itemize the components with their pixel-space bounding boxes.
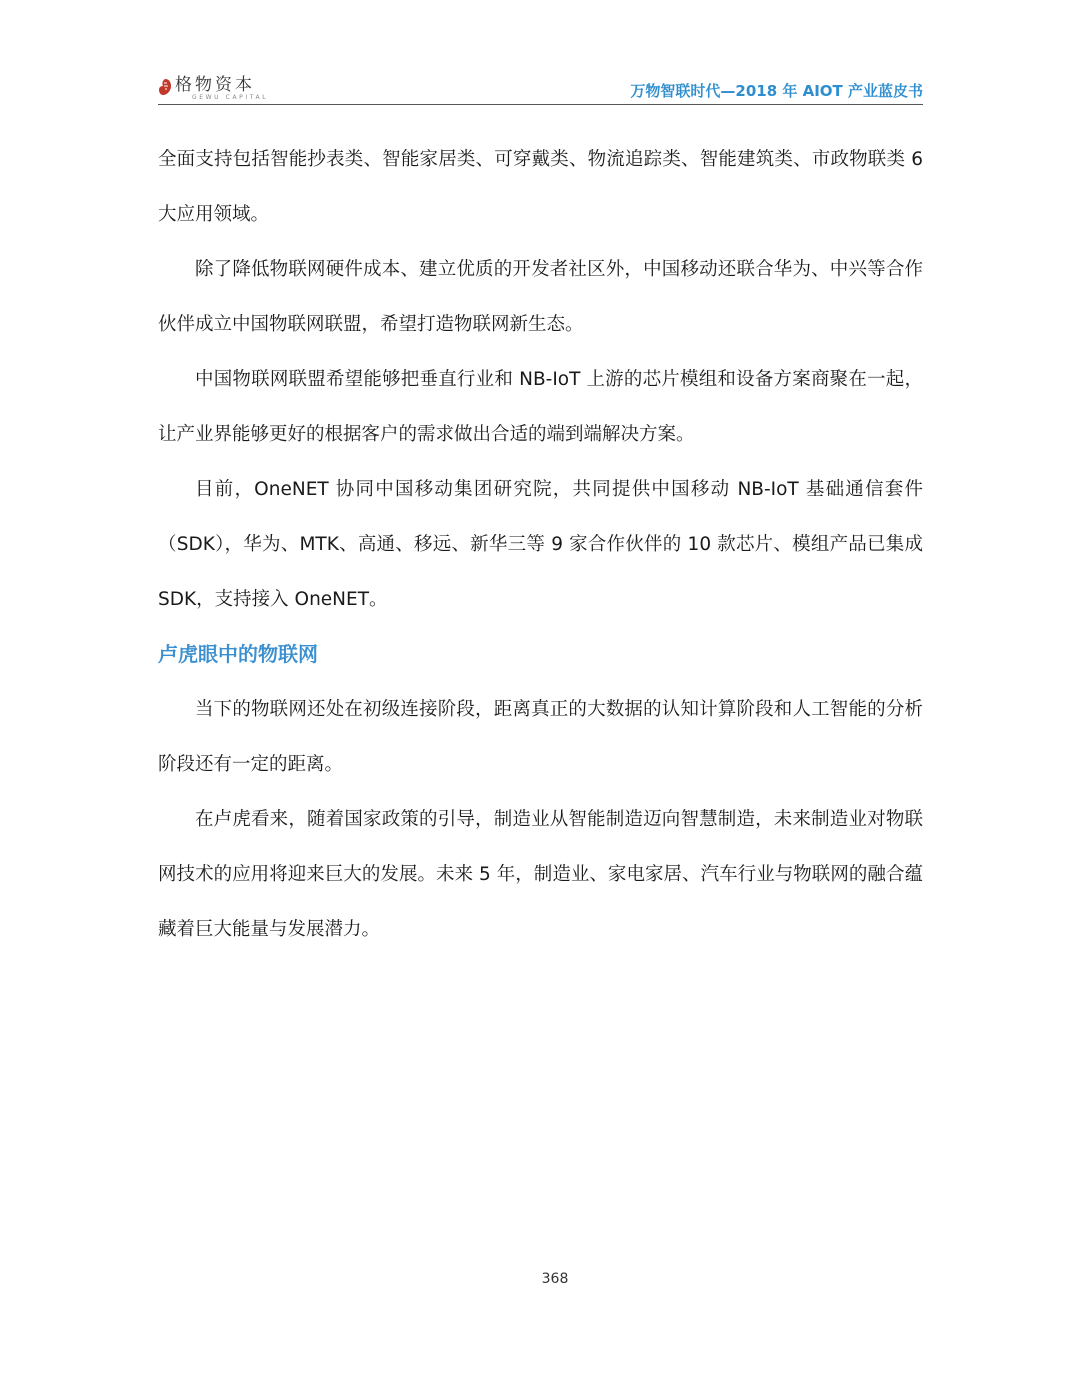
paragraph-manufacturing-outlook: 在卢虎看来，随着国家政策的引导，制造业从智能制造迈向智慧制造，未来制造业对物联网技术的应用将迎来巨大的发展。未来 5 年，制造业、家电家居、汽车行业与物联网的融合蕴藏着巨大能量与发展潜力。 — [158, 809, 923, 940]
paragraph-application-domains: 全面支持包括智能抄表类、智能家居类、可穿戴类、物流追踪类、智能建筑类、市政物联类 6 大应用领域。 — [158, 149, 923, 225]
document-title: 万物智联时代—2018 年 AIOT 产业蓝皮书 — [630, 82, 923, 100]
paragraph-alliance-goal: 中国物联网联盟希望能够把垂直行业和 NB-IoT 上游的芯片模组和设备方案商聚在一起，让产业界能够更好的根据客户的需求做出合适的端到端解决方案。 — [158, 369, 923, 445]
page-number: 368 — [541, 1271, 569, 1287]
logo-chinese-name: 格物资本 — [175, 75, 255, 95]
page-content — [158, 132, 923, 957]
paragraph-onenet-sdk: 目前，OneNET 协同中国移动集团研究院，共同提供中国移动 NB-IoT 基础通信套件（SDK），华为、MTK、高通、移远、新华三等 9 家合作伙伴的 10 款芯片、模组产品已集成 SDK，支持接入 OneNET。 — [158, 479, 923, 610]
logo-text — [175, 76, 268, 102]
gewu-logo — [158, 76, 268, 102]
page-header — [158, 72, 923, 105]
logo-english-name: GEWU CAPITAL — [192, 94, 269, 101]
paragraph-connection-stage: 当下的物联网还处在初级连接阶段，距离真正的大数据的认知计算阶段和人工智能的分析阶段还有一定的距离。 — [158, 699, 923, 775]
gewu-logo-icon — [158, 78, 172, 96]
section-heading: 卢虎眼中的物联网 — [158, 642, 318, 666]
paragraph-iot-alliance: 除了降低物联网硬件成本、建立优质的开发者社区外，中国移动还联合华为、中兴等合作伙伴成立中国物联网联盟，希望打造物联网新生态。 — [158, 259, 923, 335]
